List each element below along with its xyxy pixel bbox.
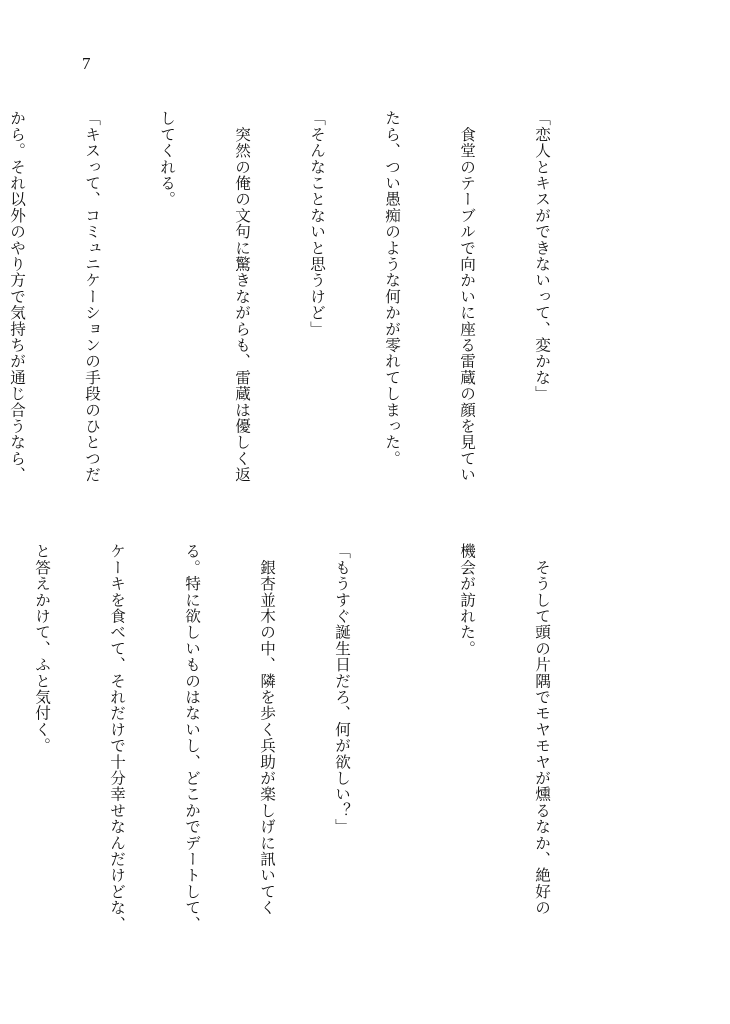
text-line: 突然の俺の文句に驚きながらも、雷蔵は優しく返 <box>233 110 251 483</box>
text-line: る。特に欲しいものはないし、どこかでデートして、 <box>183 543 201 932</box>
text-line: 機会が訪れた。 <box>458 543 476 657</box>
bottom-text-block <box>33 543 604 943</box>
text-line: から。それ以外のやり方で気持ちが通じ合うなら、 <box>8 110 26 483</box>
text-line: 「キスって、コミュニケーションの手段のひとつだ <box>83 110 101 483</box>
text-line: と答えかけて、ふと気付く。 <box>33 543 51 754</box>
text-line: 「もうすぐ誕生日だろ、何が欲しい？」 <box>333 543 351 835</box>
page-number: 7 <box>82 54 91 73</box>
text-line: たら、つい愚痴のような何かが零れてしまった。 <box>383 110 401 467</box>
text-line: 「そんなことないと思うけど」 <box>308 110 326 337</box>
text-line: そうして頭の片隅でモヤモヤが燻るなか、絶好の <box>533 543 551 916</box>
text-line: 食堂のテーブルで向かいに座る雷蔵の顔を見てい <box>458 110 476 483</box>
text-line: してくれる。 <box>158 110 176 208</box>
text-line: 「恋人とキスができないって、変かな」 <box>533 110 551 402</box>
top-text-block <box>8 110 604 520</box>
text-line: 銀杏並木の中、隣を歩く兵助が楽しげに訊いてく <box>258 543 276 916</box>
text-line: ケーキを食べて、それだけで十分幸せなんだけどな、 <box>108 543 126 932</box>
